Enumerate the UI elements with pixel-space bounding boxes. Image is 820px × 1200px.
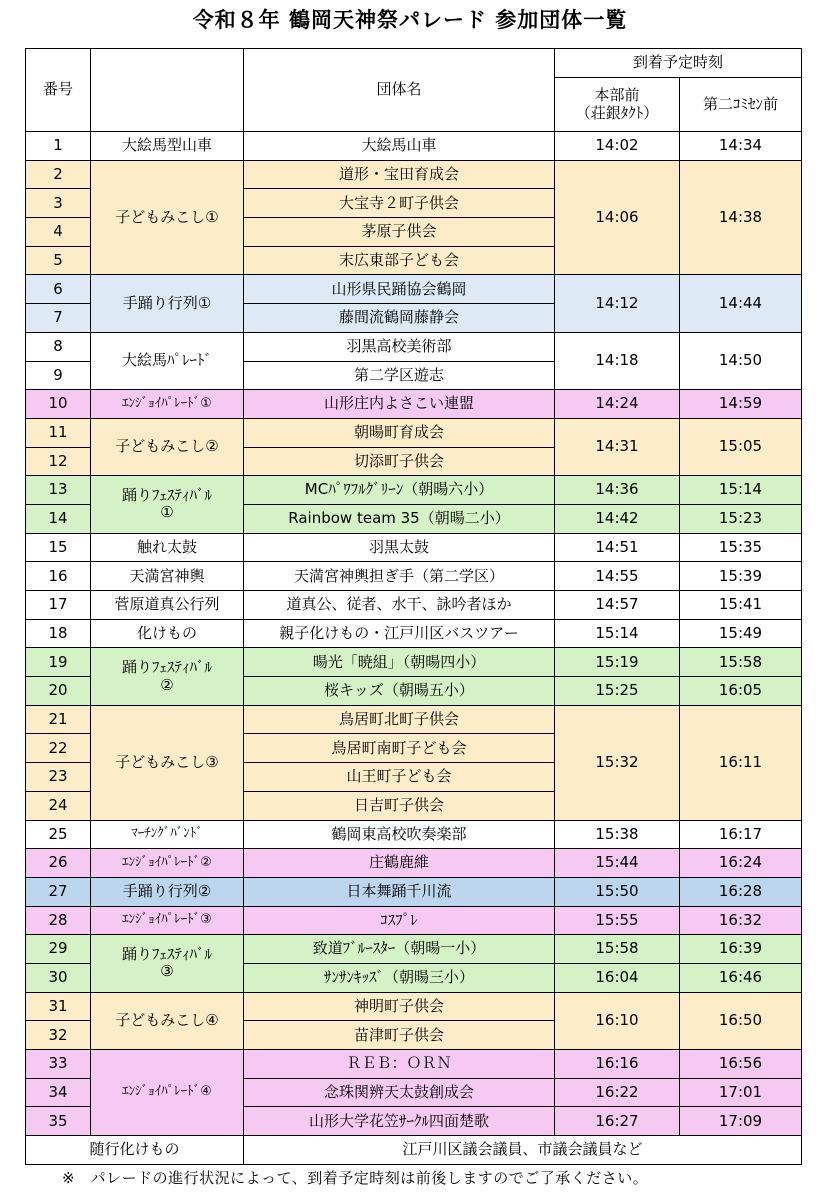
row-number: 28: [26, 906, 91, 935]
row-number: 22: [26, 734, 91, 763]
row-number: 30: [26, 963, 91, 992]
row-group-name: 羽黒太鼓: [244, 533, 555, 562]
row-number: 3: [26, 189, 91, 218]
row-group-name: 神明町子供会: [244, 992, 555, 1021]
table-row: [26, 591, 802, 620]
row-time-honbu: 14:55: [555, 562, 680, 591]
row-time-komisen: 15:41: [680, 591, 802, 620]
row-time-komisen: 15:23: [680, 504, 802, 533]
row-time-komisen: 14:44: [680, 275, 802, 332]
row-number: 16: [26, 562, 91, 591]
row-time-komisen: 17:09: [680, 1107, 802, 1136]
table-row: [26, 877, 802, 906]
row-number: 19: [26, 648, 91, 677]
row-group-name: ｻﾝｻﾝｷｯｽﾞ（朝暘三小）: [244, 963, 555, 992]
table-row: [26, 562, 802, 591]
header-honbu-line1: 本部前: [594, 86, 640, 105]
table-row: [26, 160, 802, 189]
row-group-name: 朝暘町育成会: [244, 418, 555, 447]
row-number: 31: [26, 992, 91, 1021]
row-category: 子どもみこし④: [91, 992, 244, 1049]
row-category: 触れ太鼓: [91, 533, 244, 562]
row-category: 子どもみこし①: [91, 160, 244, 275]
row-number: 6: [26, 275, 91, 304]
table-row: [26, 935, 802, 964]
row-time-komisen: 16:24: [680, 849, 802, 878]
row-category: 化けもの: [91, 619, 244, 648]
row-group-name: 日吉町子供会: [244, 791, 555, 820]
row-number: 34: [26, 1078, 91, 1107]
row-category: 大絵馬型山車: [91, 132, 244, 161]
row-category: 大絵馬ﾊﾟﾚｰﾄﾞ: [91, 332, 244, 389]
row-group-name: 道真公、従者、水干、詠吟者ほか: [244, 591, 555, 620]
table-row-footer: [26, 1136, 802, 1165]
row-time-honbu: 14:18: [555, 332, 680, 389]
row-number: 26: [26, 849, 91, 878]
table-row: [26, 820, 802, 849]
row-group-name: 天満宮神輿担ぎ手（第二学区）: [244, 562, 555, 591]
row-group-name: 末広東部子ども会: [244, 246, 555, 275]
row-number: 23: [26, 763, 91, 792]
row-number: 35: [26, 1107, 91, 1136]
table-row: [26, 705, 802, 734]
row-category: ｴﾝｼﾞｮｲﾊﾟﾚｰﾄﾞ③: [91, 906, 244, 935]
row-group-name: 大宝寺２町子供会: [244, 189, 555, 218]
row-time-komisen: 16:46: [680, 963, 802, 992]
row-number: 29: [26, 935, 91, 964]
footer-text: 江戸川区議会議員、市議会議員など: [244, 1136, 802, 1165]
table-row: [26, 849, 802, 878]
row-time-honbu: 15:44: [555, 849, 680, 878]
row-time-honbu: 14:36: [555, 476, 680, 505]
row-category: ﾏｰﾁﾝｸﾞﾊﾞﾝﾄﾞ: [91, 820, 244, 849]
row-group-name: 山王町子ども会: [244, 763, 555, 792]
row-time-honbu: 15:14: [555, 619, 680, 648]
row-group-name: 鳥居町北町子供会: [244, 705, 555, 734]
row-time-honbu: 14:51: [555, 533, 680, 562]
table-row: [26, 648, 802, 677]
header-komisen: 第二ｺﾐｾﾝ前: [680, 78, 802, 132]
row-number: 24: [26, 791, 91, 820]
row-time-honbu: 15:58: [555, 935, 680, 964]
row-group-name: 念珠関辨天太鼓創成会: [244, 1078, 555, 1107]
row-group-name: ＲＥＢ：ＯＲＮ: [244, 1050, 555, 1079]
row-number: 20: [26, 677, 91, 706]
row-group-name: 藤間流鶴岡藤静会: [244, 304, 555, 333]
row-category: 踊りﾌｪｽﾃｨﾊﾞﾙ ①: [91, 476, 244, 533]
row-time-honbu: 15:25: [555, 677, 680, 706]
row-time-komisen: 14:59: [680, 390, 802, 419]
row-time-komisen: 15:39: [680, 562, 802, 591]
row-category: 子どもみこし③: [91, 705, 244, 820]
row-time-komisen: 15:05: [680, 418, 802, 475]
row-category: 子どもみこし②: [91, 418, 244, 475]
row-time-honbu: 14:42: [555, 504, 680, 533]
footer-label: 随行化けもの: [26, 1136, 244, 1165]
row-time-komisen: 16:56: [680, 1050, 802, 1079]
row-group-name: 第二学区遊志: [244, 361, 555, 390]
row-group-name: 致道ﾌﾞﾙｰｽﾀｰ（朝暘一小）: [244, 935, 555, 964]
row-time-komisen: 14:34: [680, 132, 802, 161]
row-number: 14: [26, 504, 91, 533]
row-time-komisen: 14:50: [680, 332, 802, 389]
header-arrival: 到着予定時刻: [555, 49, 802, 78]
row-group-name: MCﾊﾟﾜﾌﾙｸﾞﾘｰﾝ（朝暘六小）: [244, 476, 555, 505]
page-title: 令和８年 鶴岡天神祭パレード 参加団体一覧: [192, 8, 628, 32]
header-honbu: [555, 78, 680, 132]
row-time-honbu: 14:24: [555, 390, 680, 419]
row-group-name: 切添町子供会: [244, 447, 555, 476]
row-number: 1: [26, 132, 91, 161]
row-time-komisen: 16:05: [680, 677, 802, 706]
row-number: 12: [26, 447, 91, 476]
row-time-komisen: 16:11: [680, 705, 802, 820]
row-time-honbu: 15:55: [555, 906, 680, 935]
table-row: [26, 906, 802, 935]
header-honbu-line2: （荘銀ﾀｸﾄ）: [575, 103, 659, 122]
row-time-honbu: 16:27: [555, 1107, 680, 1136]
row-category: ｴﾝｼﾞｮｲﾊﾟﾚｰﾄﾞ①: [91, 390, 244, 419]
row-number: 13: [26, 476, 91, 505]
table-row: [26, 390, 802, 419]
row-number: 5: [26, 246, 91, 275]
table-row: [26, 418, 802, 447]
participant-table: [25, 48, 802, 1165]
row-time-honbu: 15:50: [555, 877, 680, 906]
row-group-name: 暘光「暁組」（朝暘四小）: [244, 648, 555, 677]
table-row: [26, 1050, 802, 1079]
footnote: ※ パレードの進行状況によって、到着予定時刻は前後しますのでご了承ください。: [62, 1169, 649, 1187]
row-time-honbu: 15:32: [555, 705, 680, 820]
row-number: 9: [26, 361, 91, 390]
row-time-honbu: 15:19: [555, 648, 680, 677]
row-number: 8: [26, 332, 91, 361]
row-category: ｴﾝｼﾞｮｲﾊﾟﾚｰﾄﾞ②: [91, 849, 244, 878]
row-number: 27: [26, 877, 91, 906]
row-time-honbu: 16:04: [555, 963, 680, 992]
row-time-komisen: 16:28: [680, 877, 802, 906]
row-group-name: 茅原子供会: [244, 218, 555, 247]
row-time-honbu: 14:12: [555, 275, 680, 332]
row-number: 4: [26, 218, 91, 247]
row-group-name: 山形庄内よさこい連盟: [244, 390, 555, 419]
row-time-honbu: 15:38: [555, 820, 680, 849]
row-group-name: 羽黒高校美術部: [244, 332, 555, 361]
row-number: 18: [26, 619, 91, 648]
row-time-honbu: 14:06: [555, 160, 680, 275]
row-time-honbu: 16:10: [555, 992, 680, 1049]
table-row: [26, 476, 802, 505]
row-number: 11: [26, 418, 91, 447]
row-time-komisen: 16:17: [680, 820, 802, 849]
table-row: [26, 275, 802, 304]
row-time-honbu: 14:02: [555, 132, 680, 161]
row-group-name: 道形・宝田育成会: [244, 160, 555, 189]
row-category: 手踊り行列②: [91, 877, 244, 906]
row-category: 手踊り行列①: [91, 275, 244, 332]
row-number: 10: [26, 390, 91, 419]
header-number: 番号: [26, 49, 91, 132]
row-time-komisen: 16:39: [680, 935, 802, 964]
row-time-komisen: 15:14: [680, 476, 802, 505]
row-category: 踊りﾌｪｽﾃｨﾊﾞﾙ ③: [91, 935, 244, 992]
header-category: [91, 49, 244, 132]
table-row: [26, 619, 802, 648]
table-row: [26, 332, 802, 361]
row-group-name: 大絵馬山車: [244, 132, 555, 161]
row-group-name: ｺｽﾌﾟﾚ: [244, 906, 555, 935]
row-time-honbu: 14:31: [555, 418, 680, 475]
row-number: 15: [26, 533, 91, 562]
header-group-name: 団体名: [244, 49, 555, 132]
row-group-name: 苗津町子供会: [244, 1021, 555, 1050]
row-number: 32: [26, 1021, 91, 1050]
row-number: 7: [26, 304, 91, 333]
table-row: [26, 132, 802, 161]
row-number: 25: [26, 820, 91, 849]
row-time-komisen: 16:32: [680, 906, 802, 935]
row-time-komisen: 16:50: [680, 992, 802, 1049]
row-group-name: 日本舞踊千川流: [244, 877, 555, 906]
row-category: ｴﾝｼﾞｮｲﾊﾟﾚｰﾄﾞ④: [91, 1050, 244, 1136]
row-time-honbu: 16:22: [555, 1078, 680, 1107]
row-group-name: 鳥居町南町子ども会: [244, 734, 555, 763]
row-time-komisen: 15:35: [680, 533, 802, 562]
row-category: 踊りﾌｪｽﾃｨﾊﾞﾙ ②: [91, 648, 244, 705]
row-time-komisen: 14:38: [680, 160, 802, 275]
row-category: 天満宮神輿: [91, 562, 244, 591]
row-number: 21: [26, 705, 91, 734]
table-row: [26, 533, 802, 562]
row-number: 2: [26, 160, 91, 189]
row-number: 33: [26, 1050, 91, 1079]
row-time-komisen: 15:49: [680, 619, 802, 648]
row-group-name: 山形県民踊協会鶴岡: [244, 275, 555, 304]
row-group-name: 山形大学花笠ｻｰｸﾙ四面楚歌: [244, 1107, 555, 1136]
row-group-name: 親子化けもの・江戸川区バスツアー: [244, 619, 555, 648]
row-group-name: 鶴岡東高校吹奏楽部: [244, 820, 555, 849]
table-row: [26, 992, 802, 1021]
row-time-komisen: 15:58: [680, 648, 802, 677]
row-category: 菅原道真公行列: [91, 591, 244, 620]
row-group-name: 桜キッズ（朝暘五小）: [244, 677, 555, 706]
row-time-honbu: 14:57: [555, 591, 680, 620]
row-group-name: Rainbow team 35（朝暘二小）: [244, 504, 555, 533]
row-time-komisen: 17:01: [680, 1078, 802, 1107]
row-time-honbu: 16:16: [555, 1050, 680, 1079]
row-group-name: 庄鶴鹿維: [244, 849, 555, 878]
row-number: 17: [26, 591, 91, 620]
